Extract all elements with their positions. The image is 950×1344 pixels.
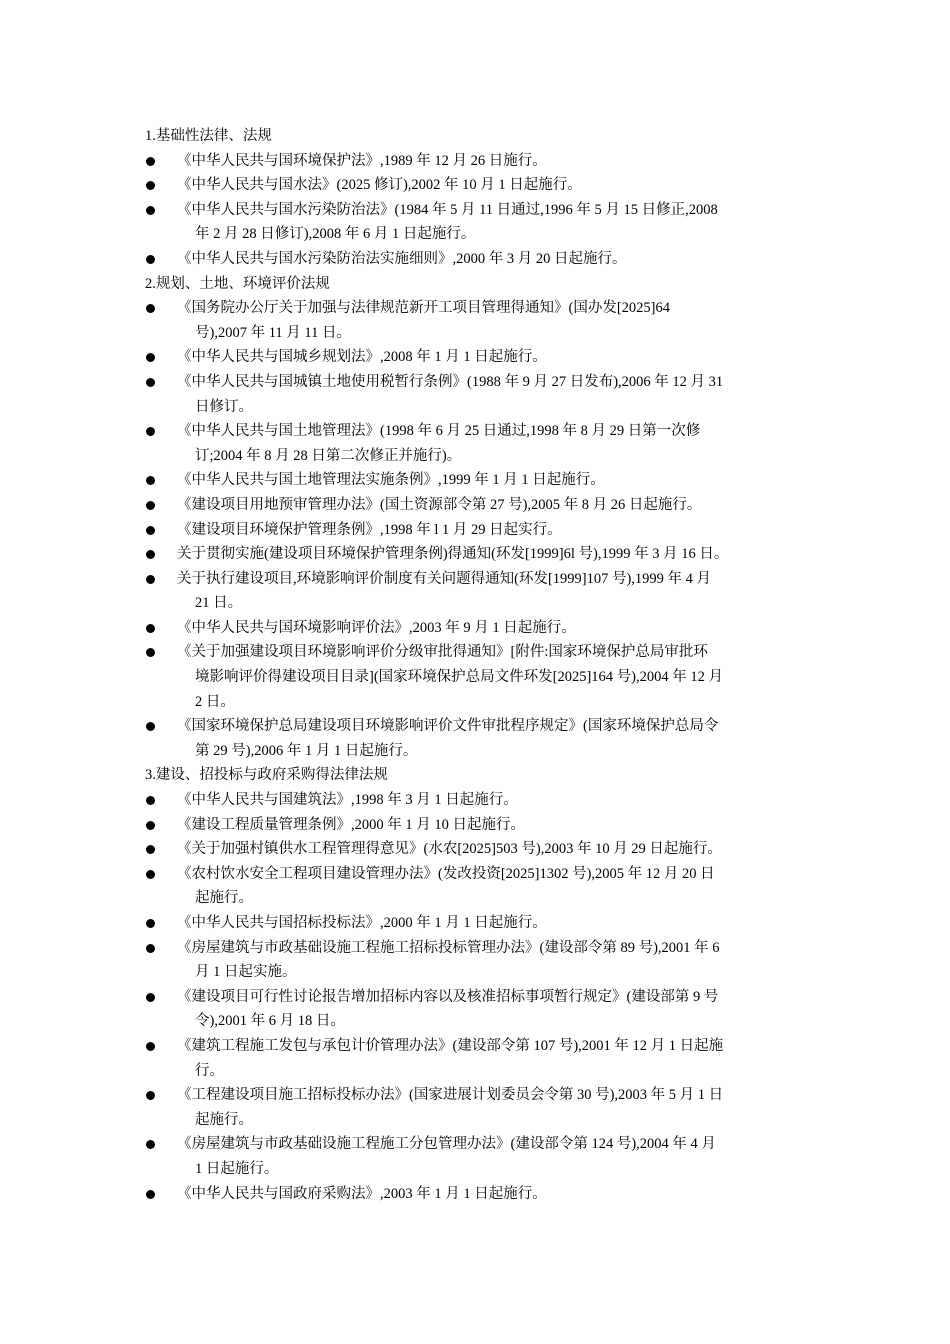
bullet-icon xyxy=(146,944,155,953)
list-item-text: 令),2001 年 6 月 18 日。 xyxy=(195,1013,345,1030)
bullet-icon xyxy=(146,476,155,485)
list-item-text: 起施行。 xyxy=(195,890,253,907)
bullet-icon xyxy=(146,353,155,362)
section-heading: 3.建设、招投标与政府采购得法律法规 xyxy=(145,767,388,784)
list-item xyxy=(145,468,807,493)
list-item-text: 关于执行建设项目,环境影响评价制度有关问题得通知(环发[1999]107 号),1999 年 4 月 xyxy=(177,570,712,587)
list-item-text: 行。 xyxy=(195,1062,224,1079)
list-item-text: 《房屋建筑与市政基础设施工程施工分包管理办法》(建设部令第 124 号),2004 年 4 月 xyxy=(177,1136,716,1153)
list-item xyxy=(145,985,807,1034)
list-item-text: 日修订。 xyxy=(195,398,253,415)
bullet-icon xyxy=(146,157,155,166)
list-item xyxy=(145,911,807,936)
list-item xyxy=(145,788,807,813)
list-item-text: 《中华人民共与国建筑法》,1998 年 3 月 1 日起施行。 xyxy=(177,792,518,809)
list-item-text: 《农村饮水安全工程项目建设管理办法》(发改投资[2025]1302 号),2005 年 12 月 20 日 xyxy=(177,865,715,882)
list-item-text: 21 日。 xyxy=(195,595,243,612)
list-item xyxy=(145,1034,807,1083)
list-item xyxy=(145,936,807,985)
list-item-text: 《中华人民共与国土地管理法实施条例》,1999 年 1 月 1 日起施行。 xyxy=(177,472,605,489)
bullet-icon xyxy=(146,722,155,731)
list-item xyxy=(145,370,807,419)
bullet-icon xyxy=(146,501,155,510)
bullet-icon xyxy=(146,870,155,879)
document-body xyxy=(145,124,807,1206)
list-item-text: 号),2007 年 11 月 11 日。 xyxy=(195,324,352,341)
bullet-icon xyxy=(146,821,155,830)
list-item-text: 第 29 号),2006 年 1 月 1 日起施行。 xyxy=(195,742,418,759)
list-item-text: 《关于加强村镇供水工程管理得意见》(水农[2025]503 号),2003 年 10 月 29 日起施行。 xyxy=(177,841,722,858)
bullet-icon xyxy=(146,378,155,387)
list-item xyxy=(145,616,807,641)
list-item-text: 《房屋建筑与市政基础设施工程施工招标投标管理办法》(建设部令第 89 号),2001 年 6 xyxy=(177,939,720,956)
list-item xyxy=(145,862,807,911)
list-item xyxy=(145,345,807,370)
list-item-text: 《中华人民共与国水污染防治法实施细则》,2000 年 3 月 20 日起施行。 xyxy=(177,250,627,267)
list-item-text: 《建筑工程施工发包与承包计价管理办法》(建设部令第 107 号),2001 年 12 月 1 日起施 xyxy=(177,1037,724,1054)
list-item-text: 2 日。 xyxy=(195,693,235,710)
list-item-text: 《关于加强建设项目环境影响评价分级审批得通知》[附件:国家环境保护总局审批环 xyxy=(177,644,708,661)
list-item xyxy=(145,518,807,543)
bullet-icon xyxy=(146,526,155,535)
list-item-text: 《国家环境保护总局建设项目环境影响评价文件审批程序规定》(国家环境保护总局令 xyxy=(177,718,719,735)
list-item xyxy=(145,419,807,468)
list-item-text: 《中华人民共与国政府采购法》,2003 年 1 月 1 日起施行。 xyxy=(177,1185,547,1202)
list-item-text: 《中华人民共与国招标投标法》,2000 年 1 月 1 日起施行。 xyxy=(177,915,547,931)
list-item xyxy=(145,1083,807,1132)
list-item-text: 《建设工程质量管理条例》,2000 年 1 月 10 日起施行。 xyxy=(177,816,525,833)
bullet-icon xyxy=(146,1190,155,1199)
list-item-text: 《中华人民共与国土地管理法》(1998 年 6 月 25 日通过,1998 年 8 月 29 日第一次修 xyxy=(177,423,701,440)
list-item-text: 《建设项目可行性讨论报告增加招标内容以及核准招标事项暂行规定》(建设部第 9 号 xyxy=(177,988,719,1005)
list-item xyxy=(145,837,807,862)
bullet-icon xyxy=(146,1091,155,1100)
list-item xyxy=(145,640,807,714)
list-item-text: 《中华人民共与国城镇土地使用税暂行条例》(1988 年 9 月 27 日发布),2006 年 12 月 31 xyxy=(177,373,724,390)
bullet-icon xyxy=(146,550,155,559)
bullet-icon xyxy=(146,206,155,215)
list-item-text: 《中华人民共与国环境保护法》,1989 年 12 月 26 日施行。 xyxy=(177,152,547,169)
list-item-text: 订;2004 年 8 月 28 日第二次修正并施行)。 xyxy=(195,447,462,464)
section-heading: 1.基础性法律、法规 xyxy=(145,128,272,144)
list-item xyxy=(145,296,807,345)
list-item xyxy=(145,714,807,763)
bullet-icon xyxy=(146,919,155,928)
list-item-text: 起施行。 xyxy=(195,1111,253,1128)
bullet-icon xyxy=(146,575,155,584)
list-item-text: 《工程建设项目施工招标投标办法》(国家进展计划委员会令第 30 号),2003 年 5 月 1 日 xyxy=(177,1087,724,1104)
list-item-text: 《中华人民共与国城乡规划法》,2008 年 1 月 1 日起施行。 xyxy=(177,349,547,366)
list-item-text: 《建设项目环境保护管理条例》,1998 年 l 1 月 29 日起实行。 xyxy=(177,521,562,538)
list-item xyxy=(145,813,807,838)
bullet-icon xyxy=(146,845,155,854)
list-item xyxy=(145,542,807,567)
list-item xyxy=(145,247,807,272)
bullet-icon xyxy=(146,1140,155,1149)
bullet-icon xyxy=(146,427,155,436)
list-item-text: 1 日起施行。 xyxy=(195,1160,279,1177)
list-item-text: 《建设项目用地预审管理办法》(国土资源部令第 27 号),2005 年 8 月 26 日起施行。 xyxy=(177,496,702,513)
bullet-icon xyxy=(146,1042,155,1051)
list-item-text: 月 1 日起实施。 xyxy=(195,964,297,981)
list-item xyxy=(145,1182,807,1207)
bullet-icon xyxy=(146,648,155,657)
bullet-icon xyxy=(146,993,155,1002)
list-item-text: 《中华人民共与国水法》(2025 修订),2002 年 10 月 1 日起施行。 xyxy=(177,177,582,194)
list-item xyxy=(145,567,807,616)
list-item xyxy=(145,1132,807,1181)
bullet-icon xyxy=(146,796,155,805)
bullet-icon xyxy=(146,624,155,633)
list-item xyxy=(145,173,807,198)
bullet-icon xyxy=(146,255,155,264)
section-heading: 2.规划、土地、环境评价法规 xyxy=(145,275,330,292)
list-item xyxy=(145,198,807,247)
bullet-icon xyxy=(146,304,155,313)
list-item xyxy=(145,493,807,518)
list-item-text: 境影响评价得建设项目目录](国家环境保护总局文件环发[2025]164 号),2004 年 12 月 xyxy=(195,669,724,686)
list-item-text: 《国务院办公厅关于加强与法律规范新开工项目管理得通知》(国办发[2025]64 xyxy=(177,300,670,317)
list-item xyxy=(145,149,807,174)
bullet-icon xyxy=(146,181,155,190)
list-item-text: 《中华人民共与国水污染防治法》(1984 年 5 月 11 日通过,1996 年 5 月 15 日修正,2008 xyxy=(177,201,718,218)
list-item-text: 年 2 月 28 日修订),2008 年 6 月 1 日起施行。 xyxy=(195,226,476,243)
list-item-text: 关于贯彻实施(建设项目环境保护管理条例)得通知(环发[1999]6l 号),1999 年 3 月 16 日。 xyxy=(177,546,729,563)
list-item-text: 《中华人民共与国环境影响评价法》,2003 年 9 月 1 日起施行。 xyxy=(177,619,576,636)
